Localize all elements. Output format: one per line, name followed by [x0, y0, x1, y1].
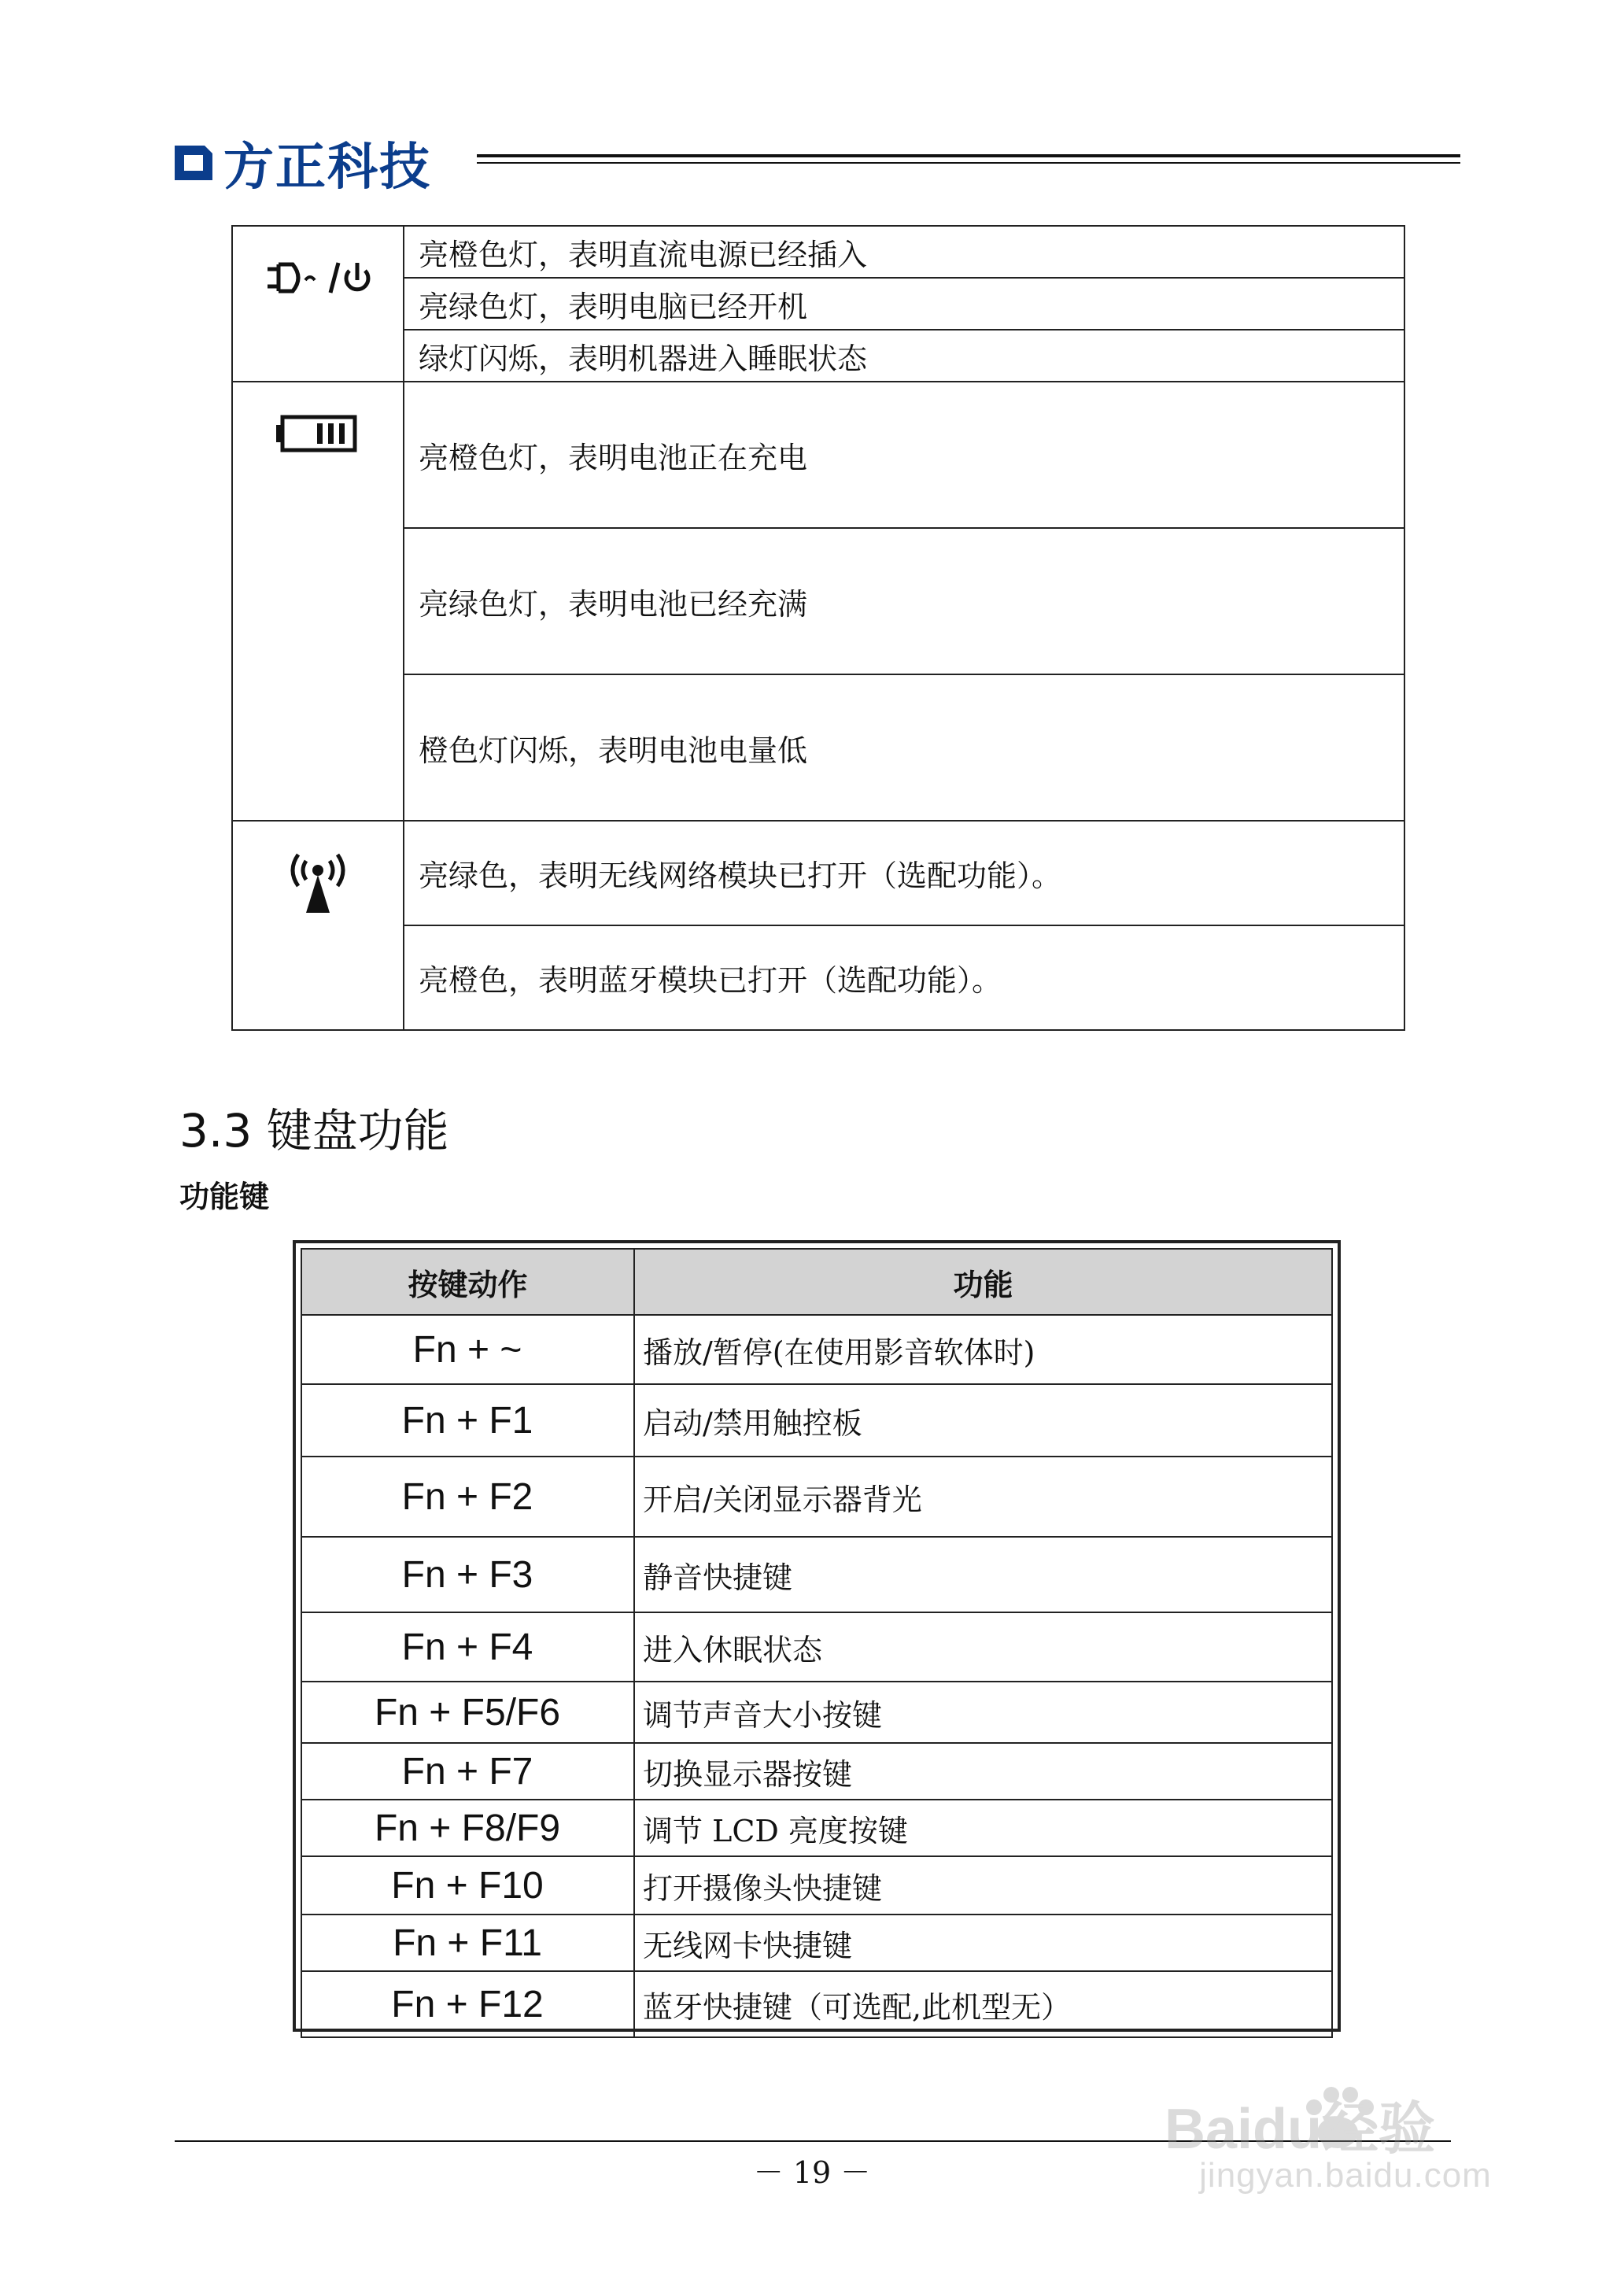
led-description: 亮绿色，表明无线网络模块已打开（选配功能）。 [404, 821, 1404, 925]
baidu-paw-icon [1157, 2077, 1534, 2156]
battery-icon-cell [232, 382, 404, 821]
led-description: 橙色灯闪烁，表明电池电量低 [404, 674, 1404, 821]
brand-name: 方正科技 [223, 138, 431, 197]
key-function: 调节声音大小按键 [634, 1682, 1332, 1743]
table-row [301, 1612, 1332, 1682]
wireless-antenna-icon [282, 853, 353, 916]
led-description: 亮橙色灯，表明电池正在充电 [404, 382, 1404, 528]
battery-icon [275, 414, 361, 453]
led-description: 亮橙色灯，表明直流电源已经插入 [404, 226, 1404, 278]
key-function: 进入休眠状态 [634, 1612, 1332, 1682]
key-combo: Fn + F7 [301, 1743, 634, 1800]
key-combo: Fn + F3 [301, 1537, 634, 1612]
table-row [301, 1971, 1332, 2037]
column-header-key: 按键动作 [301, 1249, 634, 1315]
table-row [301, 1743, 1332, 1800]
led-indicator-table [231, 225, 1405, 1031]
section-title: 3.3 键盘功能 [179, 1104, 449, 1158]
wireless-icon-cell [232, 821, 404, 1030]
key-function: 无线网卡快捷键 [634, 1915, 1332, 1971]
key-function: 切换显示器按键 [634, 1743, 1332, 1800]
table-row [301, 1315, 1332, 1384]
key-combo: Fn + F2 [301, 1457, 634, 1537]
key-function: 启动/禁用触控板 [634, 1384, 1332, 1457]
key-combo: Fn + F5/F6 [301, 1682, 634, 1743]
header-rule-thin [477, 162, 1460, 164]
key-function: 调节 LCD 亮度按键 [634, 1800, 1332, 1856]
column-header-function: 功能 [634, 1249, 1332, 1315]
led-description: 亮绿色灯，表明电脑已经开机 [404, 278, 1404, 330]
brand-logo [170, 135, 431, 197]
key-combo: Fn + ~ [301, 1315, 634, 1384]
key-function: 打开摄像头快捷键 [634, 1856, 1332, 1915]
key-combo: Fn + F1 [301, 1384, 634, 1457]
function-key-table [301, 1248, 1333, 2038]
header-rule [477, 154, 1460, 157]
founder-logo-icon [170, 139, 217, 186]
baidu-watermark [1157, 2077, 1534, 2235]
key-combo: Fn + F12 [301, 1971, 634, 2037]
section-subtitle: 功能键 [179, 1180, 270, 1214]
power-icon-cell [232, 226, 404, 382]
table-row [301, 1915, 1332, 1971]
watermark-brand: Baidu经验 [1164, 2098, 1436, 2156]
led-description: 亮橙色，表明蓝牙模块已打开（选配功能）。 [404, 925, 1404, 1030]
table-row [301, 1856, 1332, 1915]
led-description: 绿灯闪烁，表明机器进入睡眠状态 [404, 330, 1404, 382]
key-function: 播放/暂停(在使用影音软体时) [634, 1315, 1332, 1384]
table-row [301, 1457, 1332, 1537]
page-number: － 19 － [753, 2155, 871, 2190]
key-function: 蓝牙快捷键（可选配,此机型无） [634, 1971, 1332, 2037]
function-key-table-frame [293, 1240, 1341, 2032]
watermark-url: jingyan.baidu.com [1199, 2156, 1492, 2195]
key-function: 开启/关闭显示器背光 [634, 1457, 1332, 1537]
key-combo: Fn + F4 [301, 1612, 634, 1682]
table-row [301, 1800, 1332, 1856]
table-row [301, 1384, 1332, 1457]
table-row [301, 1537, 1332, 1612]
key-combo: Fn + F10 [301, 1856, 634, 1915]
key-combo: Fn + F11 [301, 1915, 634, 1971]
key-combo: Fn + F8/F9 [301, 1800, 634, 1856]
power-plug-icon [263, 258, 373, 297]
led-description: 亮绿色灯，表明电池已经充满 [404, 528, 1404, 674]
table-row [301, 1682, 1332, 1743]
key-function: 静音快捷键 [634, 1537, 1332, 1612]
